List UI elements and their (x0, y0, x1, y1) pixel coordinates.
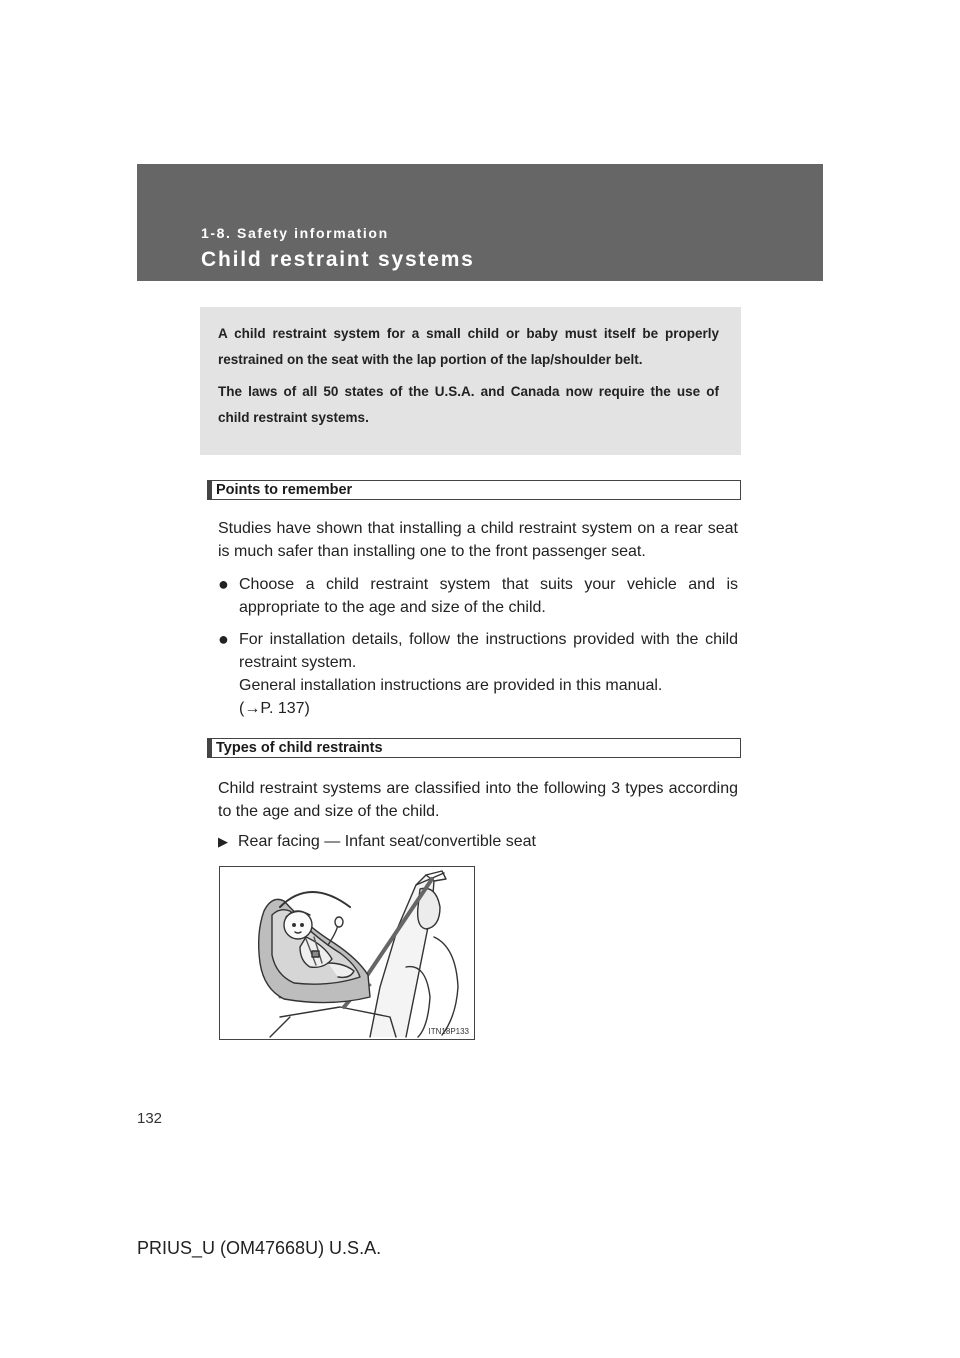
type-item-rear-facing (218, 833, 536, 851)
points-heading-label: Points to remember (216, 482, 353, 498)
bullet-item-2 (218, 628, 738, 720)
intro-paragraph-1: A child restraint system for a small child or baby must itself be properly restrained on the seat with the lap portion of the lap/shoulder belt. (218, 326, 719, 367)
points-heading (207, 480, 741, 500)
infant-seat-drawing (220, 867, 474, 1039)
bullet-text-2-note: General installation instructions are provided in this manual. (239, 677, 663, 694)
bullet-item-1 (218, 573, 738, 619)
bullet-icon: ● (218, 629, 229, 649)
arrow-icon: ▶ (218, 834, 228, 849)
bullet-text-1: Choose a child restraint system that suits your vehicle and is appropriate to the age and size of the child. (239, 576, 738, 616)
page-reference-link[interactable]: (→P. 137) (239, 700, 310, 717)
bullet-text-2: For installation details, follow the instructions provided with the child restraint system. (239, 631, 738, 671)
page-title: Child restraint systems (201, 248, 475, 271)
intro-paragraph-2: The laws of all 50 states of the U.S.A. and Canada now require the use of child restraint systems. (218, 384, 719, 425)
intro-box (200, 307, 741, 455)
types-heading (207, 738, 741, 758)
types-body: Child restraint systems are classified into the following 3 types according to the age and size of the child. (218, 780, 738, 820)
type-item-label: Rear facing — Infant seat/convertible seat (238, 833, 536, 850)
section-header-band (137, 164, 823, 281)
infant-seat-illustration (219, 866, 475, 1040)
types-heading-label: Types of child restraints (216, 740, 383, 756)
section-label: 1-8. Safety information (201, 225, 389, 241)
bullet-icon: ● (218, 574, 229, 594)
figure-code: ITN18P133 (428, 1027, 469, 1036)
footer-model-label: PRIUS_U (OM47668U) U.S.A. (137, 1238, 382, 1258)
points-body: Studies have shown that installing a child restraint system on a rear seat is much safer than installing one to the front passenger seat. (218, 520, 738, 560)
page-number: 132 (137, 1110, 163, 1127)
